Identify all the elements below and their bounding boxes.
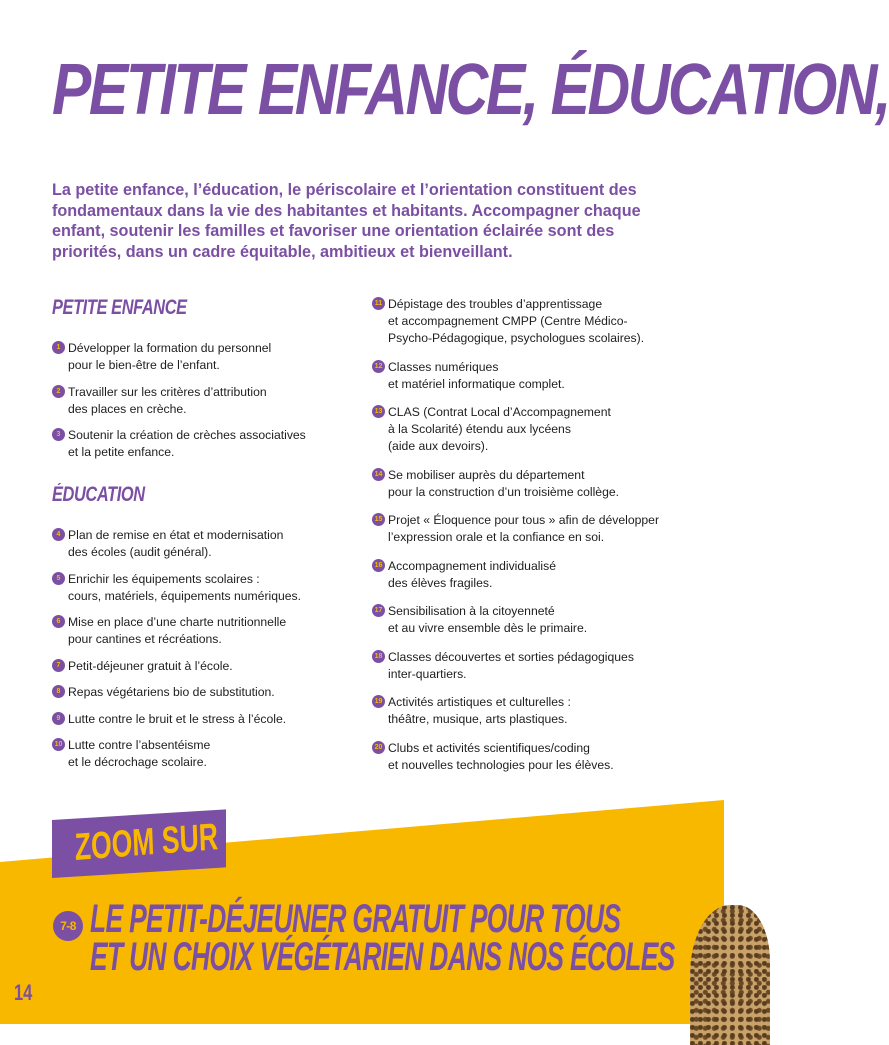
list-item (372, 558, 702, 592)
list-item-text: Se mobiliser auprès du département pour la construction d’un troisième collège. (388, 467, 620, 499)
number-badge-icon: 9 (52, 712, 65, 725)
section-title-petite-enfance: PETITE ENFANCE (52, 296, 187, 319)
leopard-print-image (690, 905, 770, 1045)
page-number: 14 (14, 980, 33, 1005)
number-badge-icon: 6 (52, 615, 65, 628)
list-item-text: Mise en place d’une charte nutritionnelle pour cantines et récréations. (68, 615, 287, 646)
education-list (52, 527, 352, 771)
number-badge-icon: 17 (372, 604, 385, 617)
list-item-text: Enrichir les équipements scolaires : cours, matériels, équipements numériques. (68, 571, 302, 603)
number-badge-icon: 20 (372, 741, 385, 754)
list-item-text: Lutte contre l’absentéisme et le décrochage scolaire. (68, 738, 211, 769)
number-badge-icon: 8 (52, 685, 65, 698)
list-item-text: Petit-déjeuner gratuit à l’école. (68, 658, 233, 673)
list-item-text: Plan de remise en état et modernisation des écoles (audit général). (68, 528, 284, 559)
number-badge-icon: 14 (372, 468, 385, 481)
page-title: PETITE ENFANCE, ÉDUCATION, (52, 50, 889, 130)
number-badge-icon: 2 (52, 385, 65, 398)
number-badge-icon: 13 (372, 405, 385, 418)
list-item (372, 359, 702, 393)
number-badge-icon: 1 (52, 341, 65, 354)
list-item-text: Projet « Éloquence pour tous » afin de développer l’expression orale et la confiance en soi. (388, 513, 660, 544)
list-item-text: Repas végétariens bio de substitution. (68, 685, 275, 699)
list-item-text: Sensibilisation à la citoyenneté et au vivre ensemble dès le primaire. (388, 604, 588, 635)
list-item (372, 694, 702, 728)
list-item-text: Classes découvertes et sorties pédagogiques inter-quartiers. (388, 649, 634, 681)
list-item-text: Accompagnement individualisé des élèves fragiles. (388, 558, 557, 590)
number-badge-icon: 19 (372, 695, 385, 708)
right-column (372, 296, 702, 785)
list-item (52, 527, 352, 561)
list-item-text: Travailler sur les critères d’attribution des places en crèche. (68, 384, 267, 416)
list-item (52, 711, 352, 728)
number-badge-icon: 16 (372, 559, 385, 572)
list-item-text: Dépistage des troubles d’apprentissage et accompagnement CMPP (Centre Médico- Psycho-Pédagogique, psychologues scolaires). (388, 297, 645, 345)
list-item (372, 603, 702, 637)
number-badge-icon: 10 (52, 738, 65, 751)
list-item-text: Soutenir la création de crèches associatives et la petite enfance. (68, 428, 306, 459)
number-badge-icon: 3 (52, 428, 65, 441)
number-badge-icon: 5 (52, 572, 65, 585)
number-badge-icon: 15 (372, 513, 385, 526)
left-column (52, 296, 352, 781)
list-item (52, 614, 352, 648)
list-item (52, 571, 352, 605)
feature-number-badge: 7-8 (53, 911, 83, 941)
list-item-text: Lutte contre le bruit et le stress à l’école. (68, 711, 287, 726)
list-item (52, 340, 352, 374)
education-list-continued (372, 296, 702, 774)
list-item-text: Classes numériques et matériel informatique complet. (388, 359, 565, 391)
list-item (52, 384, 352, 418)
list-item (52, 427, 352, 461)
list-item (372, 404, 702, 455)
list-item (52, 658, 352, 675)
list-item (372, 649, 702, 683)
petite-enfance-list (52, 340, 352, 461)
number-badge-icon: 12 (372, 360, 385, 373)
list-item (372, 740, 702, 774)
number-badge-icon: 7 (52, 659, 65, 672)
list-item (372, 467, 702, 501)
list-item (52, 737, 352, 771)
list-item-text: CLAS (Contrat Local d’Accompagnement à la Scolarité) étendu aux lycéens (aide aux devoirs). (388, 405, 611, 453)
section-title-education: ÉDUCATION (52, 483, 145, 506)
number-badge-icon: 4 (52, 528, 65, 541)
intro-paragraph: La petite enfance, l’éducation, le périscolaire et l’orientation constituent des fondamentaux dans la vie des habitantes et habitants. Accompagner chaque enfant, soutenir les familles et favoriser une orientation éclairée sont des priorités, dans un cadre équitable, ambitieux et bienveillant. (52, 181, 641, 261)
list-item-text: Activités artistiques et culturelles : théâtre, musique, arts plastiques. (388, 695, 571, 726)
zoom-sur-label: ZOOM SUR (74, 816, 219, 869)
number-badge-icon: 11 (372, 297, 385, 310)
number-badge-icon: 18 (372, 650, 385, 663)
list-item (372, 296, 702, 347)
list-item (52, 684, 352, 701)
list-item (372, 512, 702, 546)
list-item-text: Clubs et activités scientifiques/coding et nouvelles technologies pour les élèves. (388, 740, 614, 772)
list-item-text: Développer la formation du personnel pour le bien-être de l’enfant. (68, 341, 272, 372)
feature-title: LE PETIT-DÉJEUNER GRATUIT POUR TOUS ET UN CHOIX VÉGÉTARIEN DANS NOS ÉCOLES (90, 897, 675, 979)
